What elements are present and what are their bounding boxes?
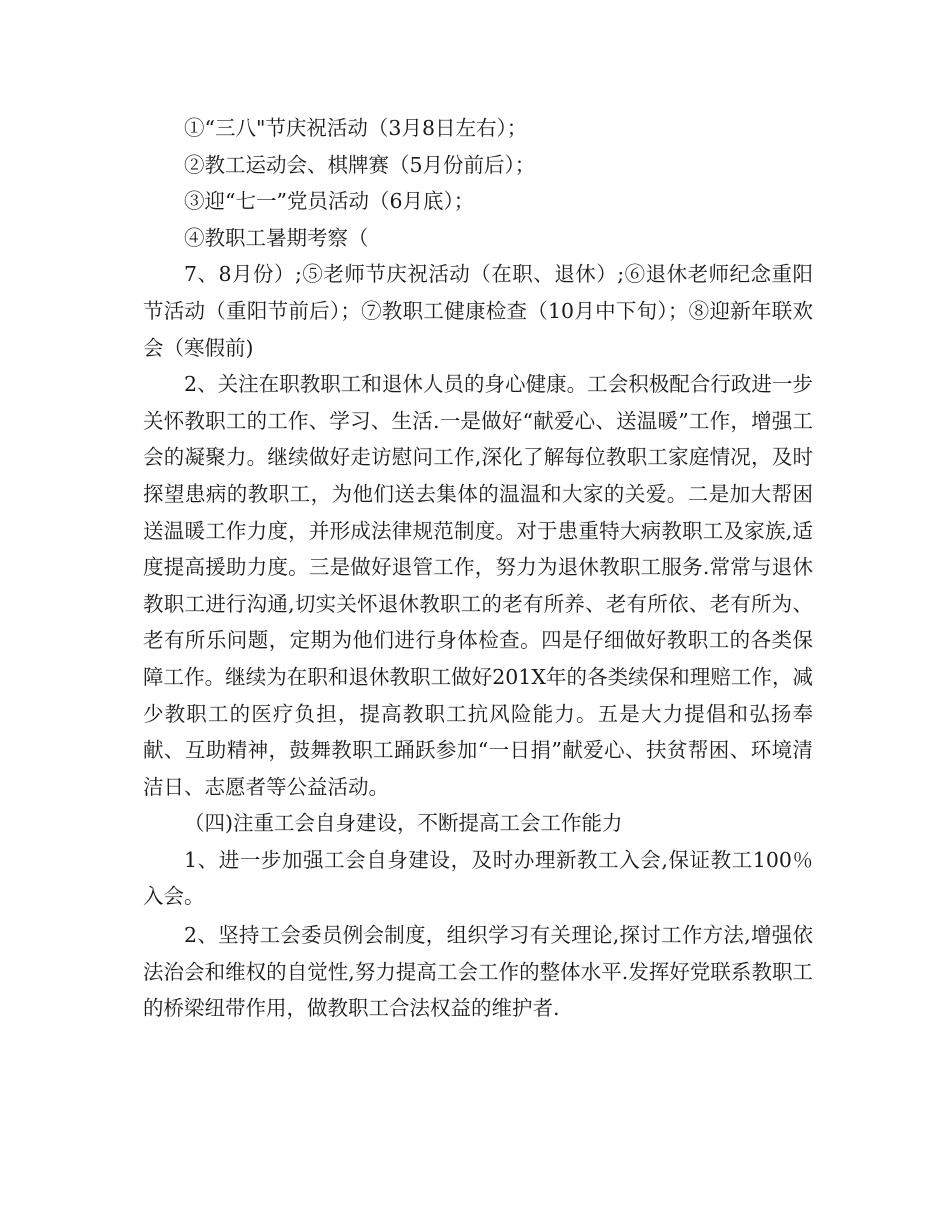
health-care-paragraph: 2、关注在职教职工和退休人员的身心健康。工会积极配合行政进一步关怀教职工的工作、学习、生活.一是做好“献爱心、送温暖”工作，增强工会的凝聚力。继续做好走访慰问工作,深化了解每位教职工家庭情况，及时探望患病的教职工，为他们送去集体的温温和大家的关爱。二是加大帮困送温暖工作力度，并形成法律规范制度。对于患重特大病教职工及家族,适度提高援助力度。三是做好退管工作，努力为退休教职工服务.常常与退休教职工进行沟通,切实关怀退休教职工的老有所养、老有所依、老有所为、老有所乐问题，定期为他们进行身体检查。四是仔细做好教职工的各类保障工作。继续为在职和退休教职工做好201X年的各类续保和理赔工作，减少教职工的医疗负担，提高教职工抗风险能力。五是大力提倡和弘扬奉献、互助精神，鼓舞教职工踊跃参加“一日捐”献爱心、扶贫帮困、环境清洁日、志愿者等公益活动。 [143, 372, 813, 799]
activity-items-continued: 7、8月份）;⑤老师节庆祝活动（在职、退休）;⑥退休老师纪念重阳节活动（重阳节前后）；⑦教职工健康检查（10月中下旬）；⑧迎新年联欢会（寒假前) [143, 262, 813, 360]
section-heading: （四)注重工会自身建设，不断提高工会工作能力 [184, 811, 623, 836]
activity-item-4: ④教职工暑期考察（ [184, 225, 369, 250]
activity-item-2: ②教工运动会、棋牌赛（5月份前后）； [184, 152, 536, 177]
self-construction-item-2: 2、坚持工会委员例会制度，组织学习有关理论,探讨工作方法,增强依法治会和维权的自觉性,努力提高工会工作的整体水平.发挥好党联系教职工的桥梁纽带作用，做教职工合法权益的维护者. [143, 923, 813, 1021]
self-construction-item-1: 1、进一步加强工会自身建设，及时办理新教工入会,保证教工100％入会。 [143, 847, 813, 909]
activity-item-3: ③迎“七一”党员活动（6月底）； [184, 189, 475, 214]
activity-item-1: ①“三八"节庆祝活动（3月8日左右）； [184, 116, 528, 140]
document-body [143, 110, 813, 1027]
